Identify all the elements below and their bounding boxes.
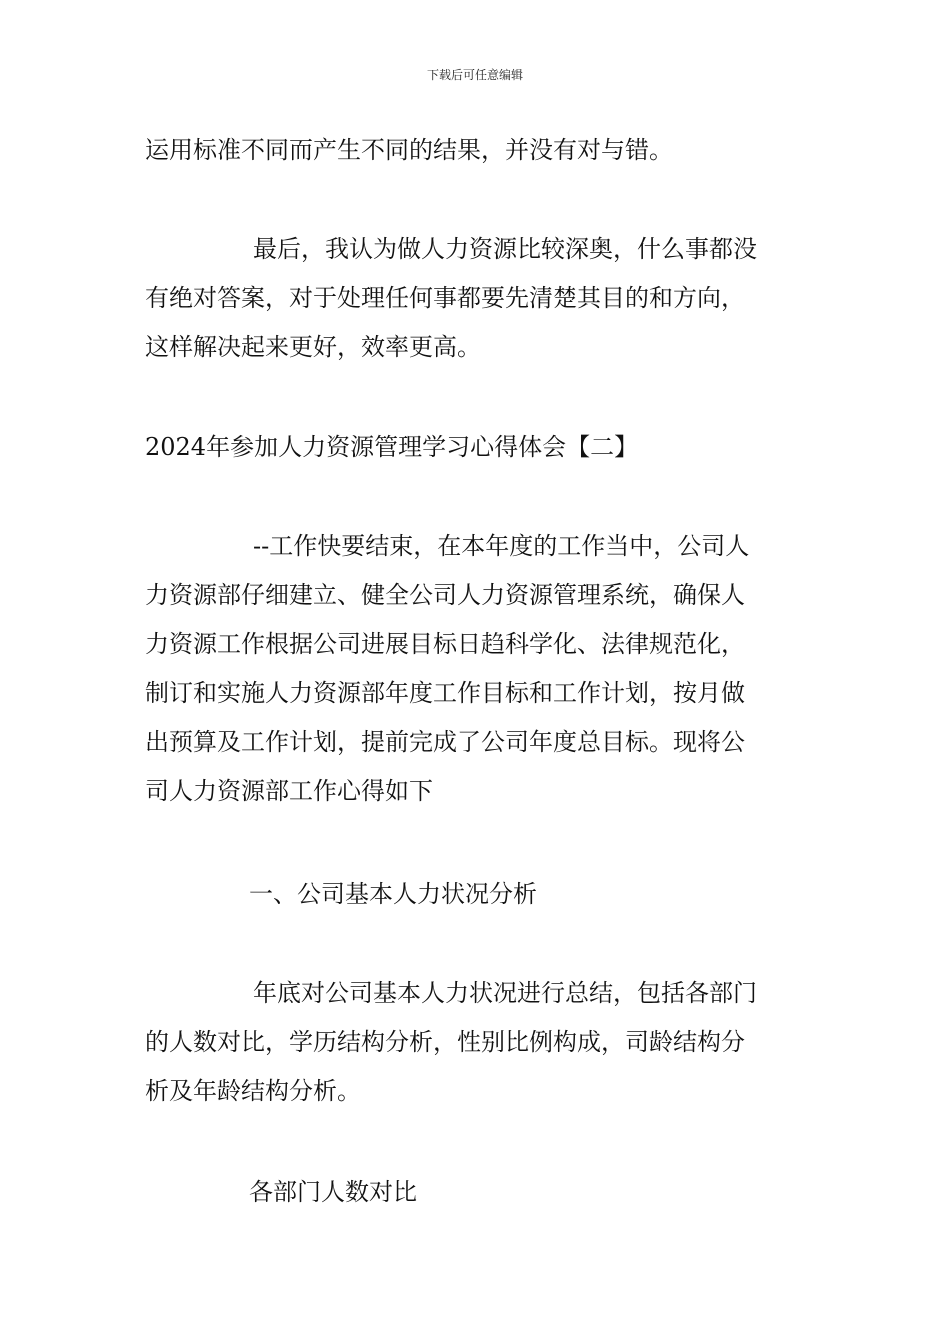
text-line: 有绝对答案，对于处理任何事都要先清楚其目的和方向， — [145, 284, 745, 312]
section-heading — [145, 423, 810, 472]
page-header-note: 下载后可任意编辑 — [426, 68, 523, 82]
subsection-heading-1 — [145, 870, 810, 919]
text-line: 力资源部仔细建立、健全公司人力资源管理系统，确保人 — [145, 581, 745, 609]
text-line: 出预算及工作计划，提前完成了公司年度总目标。现将公 — [145, 728, 745, 756]
text-line: 运用标准不同而产生不同的结果，并没有对与错。 — [145, 136, 673, 164]
text-line: --工作快要结束，在本年度的工作当中，公司人 — [253, 532, 750, 560]
text-line: 制订和实施人力资源部年度工作目标和工作计划，按月做 — [145, 679, 745, 707]
text-line: 年底对公司基本人力状况进行总结，包括各部门 — [253, 979, 757, 1007]
paragraph-2 — [145, 225, 810, 372]
text-line: 最后，我认为做人力资源比较深奥，什么事都没 — [253, 235, 757, 263]
text-line: 力资源工作根据公司进展目标日趋科学化、法律规范化， — [145, 630, 745, 658]
heading-text: 2024年参加人力资源管理学习心得体会【二】 — [145, 433, 639, 461]
text-line: 司人力资源部工作心得如下 — [145, 777, 433, 805]
subsection-heading-2 — [145, 1168, 810, 1217]
paragraph-1 — [145, 126, 810, 175]
heading-text: 一、公司基本人力状况分析 — [249, 880, 537, 908]
heading-text: 各部门人数对比 — [249, 1178, 417, 1206]
paragraph-3 — [145, 522, 810, 816]
text-line: 析及年龄结构分析。 — [145, 1077, 361, 1105]
text-line: 这样解决起来更好，效率更高。 — [145, 333, 481, 361]
text-line: 的人数对比，学历结构分析，性别比例构成，司龄结构分 — [145, 1028, 745, 1056]
paragraph-4 — [145, 969, 810, 1116]
